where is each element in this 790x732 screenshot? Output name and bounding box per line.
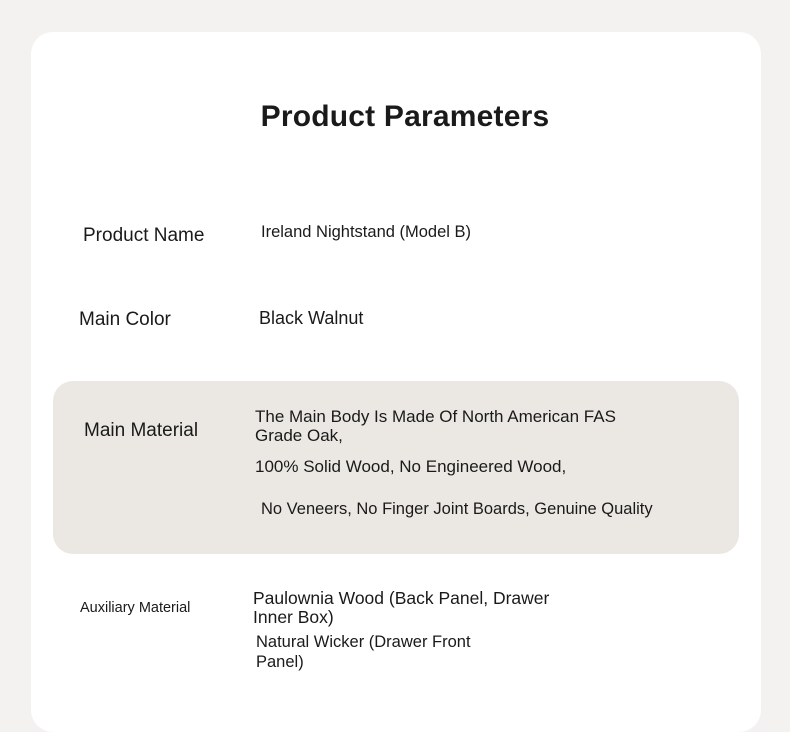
- product-name-label: Product Name: [83, 225, 205, 246]
- main-color-label: Main Color: [79, 309, 171, 330]
- main-color-value: Black Walnut: [259, 308, 364, 328]
- auxiliary-material-label: Auxiliary Material: [80, 600, 191, 616]
- main-material-value-line-3: No Veneers, No Finger Joint Boards, Genuine Quality: [261, 500, 653, 518]
- auxiliary-material-value-1: Paulownia Wood (Back Panel, Drawer Inner Box): [253, 588, 550, 627]
- main-material-value-line-2: 100% Solid Wood, No Engineered Wood,: [255, 457, 567, 476]
- main-material-value-line-1: The Main Body Is Made Of North American FAS Grade Oak,: [255, 407, 616, 445]
- auxiliary-material-value-2: Natural Wicker (Drawer Front Panel): [256, 633, 471, 671]
- product-name-value: Ireland Nightstand (Model B): [261, 223, 472, 241]
- main-material-label: Main Material: [84, 420, 199, 441]
- page-title: Product Parameters: [260, 100, 550, 133]
